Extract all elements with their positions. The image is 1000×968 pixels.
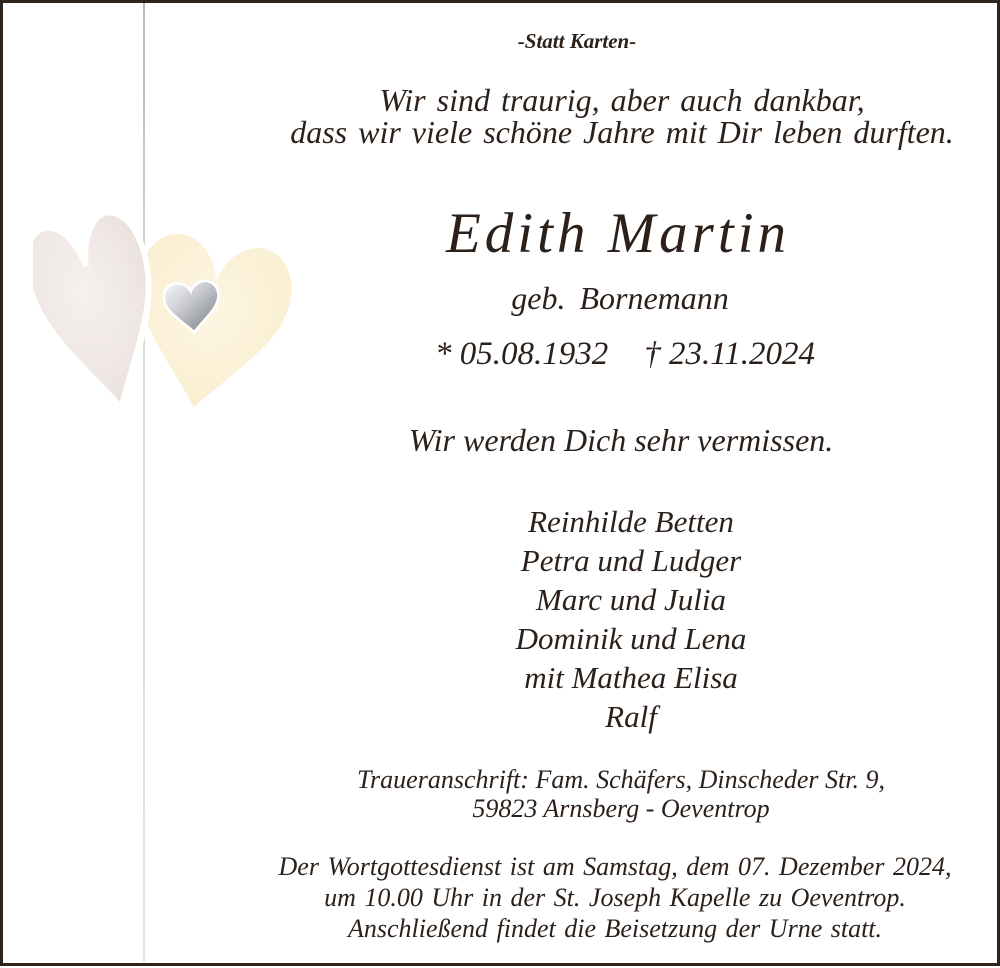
service-line-3: Anschließend findet die Beisetzung der Urne statt. <box>347 914 883 943</box>
mourner-line: Ralf <box>605 699 657 734</box>
header-statt-karten: -Statt Karten- <box>517 29 637 53</box>
mourner-line: Marc und Julia <box>536 582 726 617</box>
birth-date: * 05.08.1932 <box>434 336 609 372</box>
life-dates <box>125 336 1000 372</box>
mourning-address <box>121 765 1000 823</box>
service-line-1: Der Wortgottesdienst ist am Samstag, dem 07. Dezember 2024, <box>278 852 952 881</box>
intro-text <box>122 84 1000 148</box>
mourner-line: Dominik und Lena <box>515 621 747 656</box>
service-line-2: um 10.00 Uhr in der St. Joseph Kapelle zu Oeventrop. <box>324 883 906 912</box>
dagger-symbol: † <box>644 336 661 372</box>
service-info <box>115 851 1000 944</box>
mourner-line: Reinhilde Betten <box>528 504 734 539</box>
born-symbol: * <box>434 336 452 372</box>
deceased-name: Edith Martin <box>445 202 791 265</box>
farewell-text: Wir werden Dich sehr vermissen. <box>408 422 834 458</box>
intro-line-1: Wir sind traurig, aber auch dankbar, <box>379 82 865 118</box>
address-line-1: Traueranschrift: Fam. Schäfers, Dinscheder Str. 9, <box>357 765 885 794</box>
mourner-line: mit Mathea Elisa <box>524 660 738 695</box>
mourners-list <box>131 502 1000 736</box>
birth-name: geb. Bornemann <box>511 280 729 316</box>
intro-line-2: dass wir viele schöne Jahre mit Dir leben durften. <box>290 114 954 150</box>
address-line-2: 59823 Arnsberg - Oeventrop <box>472 794 770 823</box>
mourner-line: Petra und Ludger <box>520 543 742 578</box>
death-date: † 23.11.2024 <box>644 336 816 372</box>
